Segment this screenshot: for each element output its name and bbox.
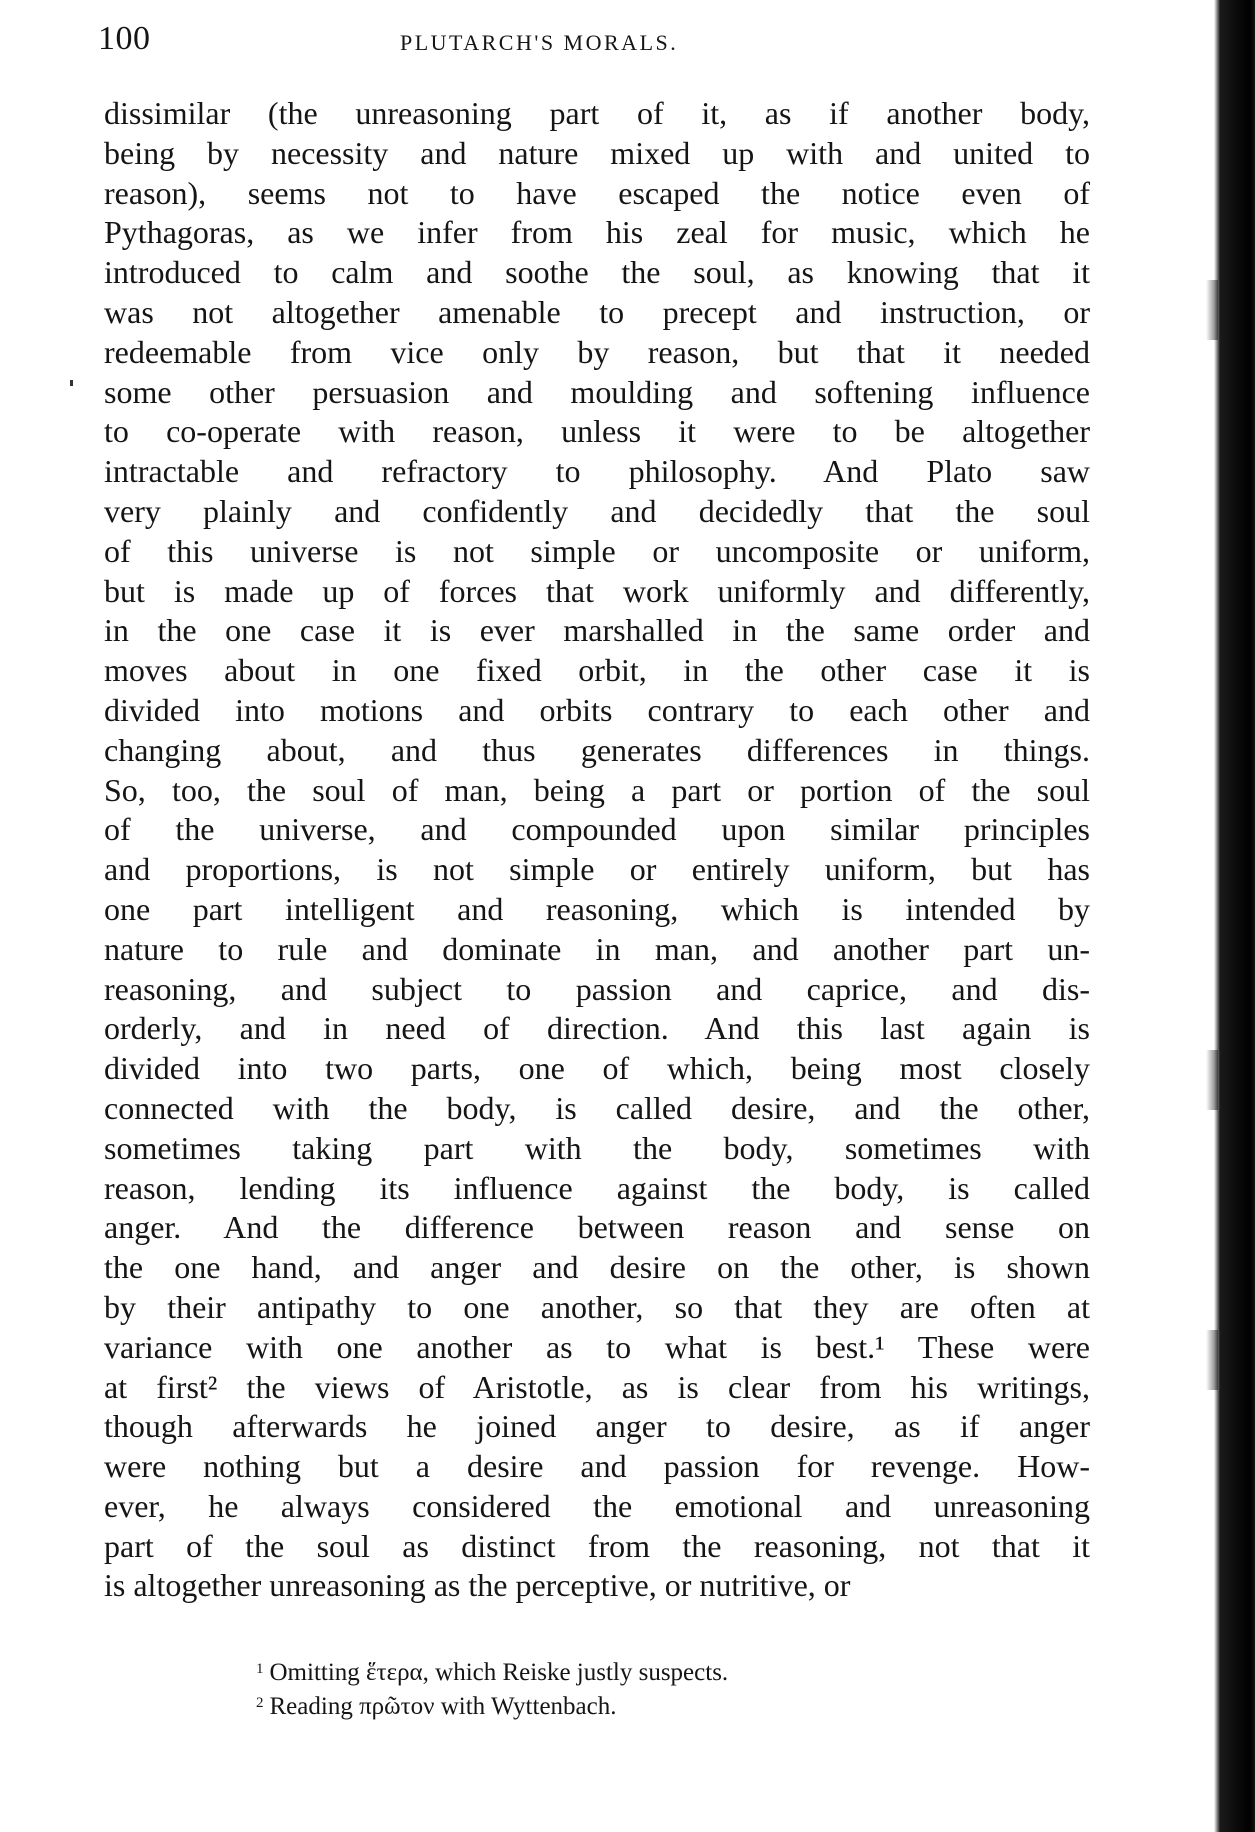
- footnote-text: Reading πρῶτον with Wyttenbach.: [269, 1693, 617, 1720]
- running-title: PLUTARCH'S MORALS.: [400, 30, 679, 55]
- text-line: very plainly and confidently and decidedly that the soul: [104, 492, 1090, 529]
- text-line: reasoning, and subject to passion and caprice, and dis-: [104, 970, 1090, 1007]
- text-line: So, too, the soul of man, being a part or portion of the soul: [104, 771, 1090, 808]
- text-line: of the universe, and compounded upon similar principles: [104, 811, 1090, 848]
- text-line: is altogether unreasoning as the perceptive, or nutritive, or: [104, 1567, 851, 1604]
- text-line: one part intelligent and reasoning, which is intended by: [104, 890, 1090, 927]
- text-line: divided into motions and orbits contrary to each other and: [104, 691, 1090, 728]
- text-line: but is made up of forces that work uniformly and differently,: [104, 572, 1090, 609]
- text-line: some other persuasion and moulding and softening influence: [104, 373, 1090, 410]
- text-line: by their antipathy to one another, so that they are often at: [104, 1288, 1090, 1325]
- page-edge-notch: [1206, 280, 1218, 340]
- footnote-marker: 1: [256, 1661, 264, 1677]
- text-line: connected with the body, is called desire, and the other,: [104, 1089, 1090, 1126]
- text-line: reason), seems not to have escaped the notice even of: [104, 174, 1090, 211]
- text-line: divided into two parts, one of which, being most closely: [104, 1050, 1090, 1087]
- text-line: though afterwards he joined anger to desire, as if anger: [104, 1408, 1090, 1445]
- text-line: variance with one another as to what is best.¹ These were: [104, 1328, 1090, 1365]
- text-line: was not altogether amenable to precept and instruction, or: [104, 293, 1090, 330]
- text-line: in the one case it is ever marshalled in the same order and: [104, 612, 1090, 649]
- text-line: to co-operate with reason, unless it were to be altogether: [104, 413, 1090, 450]
- page-edge-notch: [1206, 1050, 1218, 1110]
- text-line: changing about, and thus generates differences in things.: [104, 731, 1090, 768]
- text-line: dissimilar (the unreasoning part of it, as if another body,: [104, 95, 1090, 131]
- footnote: [256, 1688, 728, 1722]
- stray-ink-mark: [70, 380, 73, 386]
- text-line: orderly, and in need of direction. And this last again is: [104, 1010, 1090, 1047]
- text-line: anger. And the difference between reason and sense on: [104, 1209, 1090, 1246]
- text-line: part of the soul as distinct from the reasoning, not that it: [104, 1527, 1090, 1564]
- text-line: introduced to calm and soothe the soul, as knowing that it: [104, 254, 1090, 291]
- text-line: nature to rule and dominate in man, and another part un-: [104, 930, 1090, 967]
- footnote: [256, 1654, 728, 1688]
- text-line: of this universe is not simple or uncomposite or uniform,: [104, 532, 1090, 569]
- text-line: being by necessity and nature mixed up with and united to: [104, 134, 1090, 171]
- text-line: sometimes taking part with the body, sometimes with: [104, 1129, 1090, 1166]
- text-line: moves about in one fixed orbit, in the other case it is: [104, 652, 1090, 689]
- footnote-marker: 2: [256, 1695, 264, 1711]
- text-line: the one hand, and anger and desire on the other, is shown: [104, 1249, 1090, 1286]
- text-line: ever, he always considered the emotional and unreasoning: [104, 1487, 1090, 1524]
- text-line: Pythagoras, as we infer from his zeal for music, which he: [104, 214, 1090, 251]
- page-number: 100: [98, 20, 151, 57]
- text-line: at first² the views of Aristotle, as is clear from his writings,: [104, 1368, 1090, 1405]
- text-line: and proportions, is not simple or entirely uniform, but has: [104, 851, 1090, 888]
- text-line: redeemable from vice only by reason, but that it needed: [104, 333, 1090, 370]
- footnote-text: Omitting ἕτερα, which Reiske justly suspects.: [269, 1659, 729, 1686]
- body-text: [104, 94, 1090, 1606]
- text-line: were nothing but a desire and passion for revenge. How-: [104, 1448, 1090, 1485]
- footnotes: [256, 1654, 728, 1722]
- page-edge-notch: [1206, 1330, 1218, 1390]
- text-line: reason, lending its influence against the body, is called: [104, 1169, 1090, 1206]
- scanned-page-edge-shadow: [1210, 0, 1255, 1832]
- text-line: intractable and refractory to philosophy. And Plato saw: [104, 453, 1090, 490]
